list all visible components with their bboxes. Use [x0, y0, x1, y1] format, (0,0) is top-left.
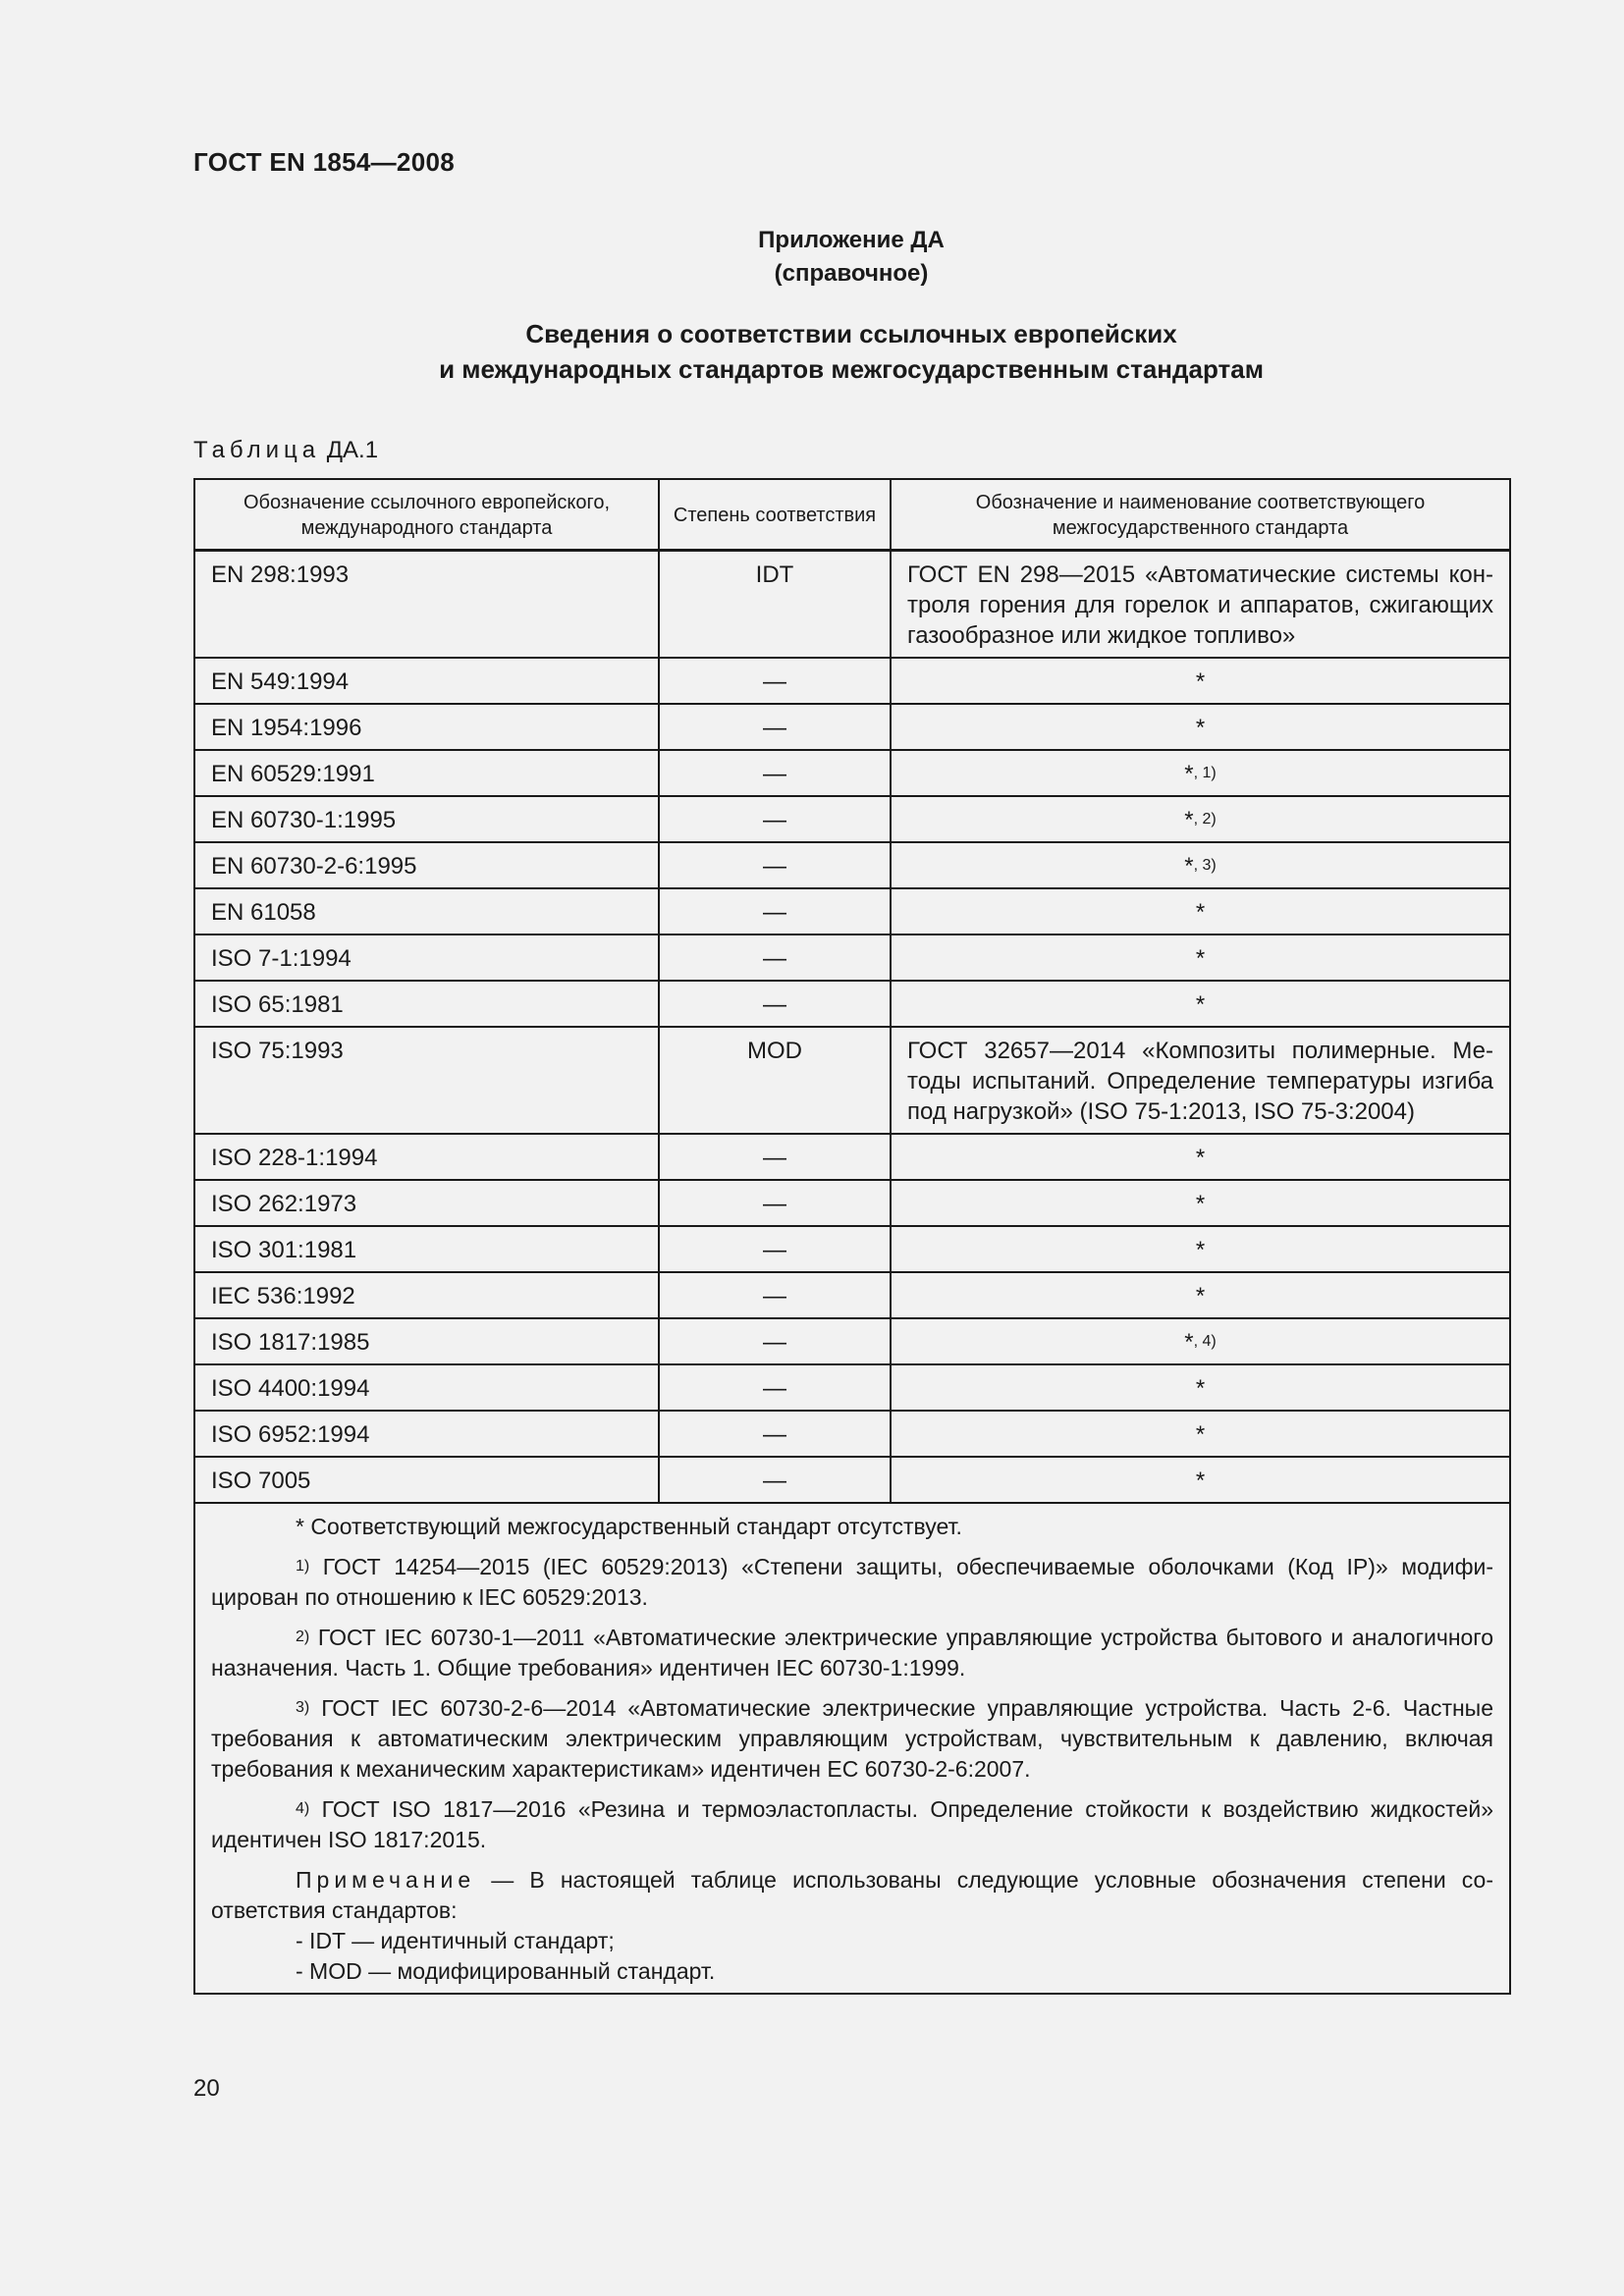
reference-cell: ISO 7005: [194, 1457, 659, 1503]
footnote-star: * Соответствующий межгосударственный стандарт отсутствует.: [296, 1514, 962, 1539]
gost-cell: *: [891, 934, 1510, 981]
degree-cell: —: [659, 1411, 891, 1457]
footnote-3-mark: 3): [296, 1699, 310, 1716]
table-row: [194, 704, 1510, 750]
degree-cell: —: [659, 750, 891, 796]
reference-cell: ISO 7-1:1994: [194, 934, 659, 981]
table-row: [194, 1411, 1510, 1457]
gost-cell: ГОСТ 32657—2014 «Композиты полимерные. Методы испытаний. Определение температуры изгиба под нагрузкой» (ISO 75-1:2013, ISO 75-3:2004): [891, 1027, 1510, 1134]
table-row: [194, 1226, 1510, 1272]
gost-cell: ГОСТ EN 298—2015 «Автоматические системы контроля горения для горелок и аппаратов, сжигающих газообразное или жидкое топливо»: [891, 551, 1510, 659]
degree-cell: —: [659, 704, 891, 750]
appendix-label: [0, 224, 1624, 291]
degree-cell: —: [659, 1272, 891, 1318]
table-caption: [193, 437, 378, 464]
table-row: [194, 934, 1510, 981]
gost-cell: *: [891, 1134, 1510, 1180]
reference-cell: ISO 65:1981: [194, 981, 659, 1027]
footnote-1: [211, 1552, 1493, 1613]
absent-mark: *: [1184, 807, 1194, 833]
gost-cell: [891, 750, 1510, 796]
degree-cell: —: [659, 981, 891, 1027]
gost-cell: *: [891, 1457, 1510, 1503]
degree-cell: —: [659, 888, 891, 934]
gost-cell: *: [891, 888, 1510, 934]
table-caption-word: Таблица: [193, 437, 321, 463]
table-caption-number: ДА.1: [326, 437, 379, 463]
footnote-2-text: ГОСТ IEC 60730-1—2011 «Автоматические электрические управляющие устройства бытового и аналогичного назначения. Часть 1. Общие требования» идентичен IEC 60730-1:1999.: [211, 1625, 1493, 1681]
reference-cell: EN 298:1993: [194, 551, 659, 659]
gost-cell: *: [891, 658, 1510, 704]
reference-cell: ISO 4400:1994: [194, 1364, 659, 1411]
table-note: [211, 1865, 1493, 1926]
reference-cell: ISO 262:1973: [194, 1180, 659, 1226]
gost-cell: *: [891, 704, 1510, 750]
table-row: [194, 1318, 1510, 1364]
footnote-1-mark: 1): [296, 1558, 310, 1575]
footnote-ref: , 4): [1193, 1333, 1217, 1350]
gost-cell: [891, 796, 1510, 842]
degree-cell: —: [659, 1364, 891, 1411]
document-code: ГОСТ EN 1854—2008: [193, 147, 455, 177]
heading-line-2: и международных стандартов межгосударственным стандартам: [439, 354, 1264, 384]
heading-line-1: Сведения о соответствии ссылочных европейских: [525, 319, 1177, 348]
degree-cell: IDT: [659, 551, 891, 659]
table-row: [194, 1134, 1510, 1180]
column-header-degree: Степень соответствия: [659, 479, 891, 551]
degree-cell: —: [659, 1226, 891, 1272]
column-header-reference: Обозначение ссылочного европейского, международного стандарта: [194, 479, 659, 551]
appendix-subtitle: (справочное): [774, 260, 929, 287]
footnote-ref: , 1): [1193, 765, 1217, 781]
degree-cell: —: [659, 658, 891, 704]
footnote-ref: , 2): [1193, 811, 1217, 828]
degree-cell: —: [659, 1134, 891, 1180]
degree-cell: —: [659, 934, 891, 981]
degree-cell: —: [659, 1318, 891, 1364]
standards-table: [193, 478, 1511, 1995]
degree-cell: —: [659, 796, 891, 842]
section-heading: [0, 316, 1624, 387]
footnote-ref: , 3): [1193, 857, 1217, 874]
table-row: [194, 981, 1510, 1027]
gost-cell: *: [891, 1226, 1510, 1272]
table-row: [194, 1364, 1510, 1411]
reference-cell: ISO 228-1:1994: [194, 1134, 659, 1180]
absent-mark: *: [1184, 761, 1194, 787]
note-label: Примечание: [296, 1867, 476, 1893]
reference-cell: ISO 301:1981: [194, 1226, 659, 1272]
gost-cell: *: [891, 981, 1510, 1027]
degree-cell: —: [659, 842, 891, 888]
reference-cell: EN 1954:1996: [194, 704, 659, 750]
note-item-idt: - IDT — идентичный стандарт;: [296, 1928, 615, 1953]
degree-cell: MOD: [659, 1027, 891, 1134]
footnote-4: [211, 1794, 1493, 1855]
note-item-mod: - MOD — модифицированный стандарт.: [296, 1958, 716, 1984]
column-header-gost: Обозначение и наименование соответствующего межгосударственного стандарта: [891, 479, 1510, 551]
absent-mark: *: [1184, 853, 1194, 880]
table-row: [194, 1457, 1510, 1503]
footnote-2-mark: 2): [296, 1629, 310, 1645]
reference-cell: EN 61058: [194, 888, 659, 934]
reference-cell: EN 60730-2-6:1995: [194, 842, 659, 888]
footnote-4-text: ГОСТ ISO 1817—2016 «Резина и термоэластопласты. Определение стойкости к воздействию жидкостей» идентичен ISO 1817:2015.: [211, 1796, 1493, 1852]
page-number: 20: [193, 2075, 220, 2102]
footnote-3: [211, 1693, 1493, 1785]
reference-cell: EN 549:1994: [194, 658, 659, 704]
footnote-2: [211, 1623, 1493, 1683]
degree-cell: —: [659, 1180, 891, 1226]
absent-mark: *: [1184, 1329, 1194, 1356]
table-row: [194, 888, 1510, 934]
reference-cell: ISO 75:1993: [194, 1027, 659, 1134]
gost-cell: *: [891, 1272, 1510, 1318]
degree-cell: —: [659, 1457, 891, 1503]
table-row: [194, 1027, 1510, 1134]
footnote-3-text: ГОСТ IEC 60730-2-6—2014 «Автоматические электрические управляющие устройства. Часть 2-6. Частные требования к автоматическим электрическим управляющим устройствам, чувствительным к давлению, включая требования к механическим характеристикам» идентичен ЕС 60730-2-6:2007.: [211, 1695, 1494, 1782]
gost-cell: [891, 1318, 1510, 1364]
gost-cell: *: [891, 1364, 1510, 1411]
gost-cell: *: [891, 1180, 1510, 1226]
gost-cell: [891, 842, 1510, 888]
reference-cell: ISO 1817:1985: [194, 1318, 659, 1364]
footnotes-row: [194, 1503, 1510, 1994]
footnotes-cell: [194, 1503, 1510, 1994]
reference-cell: EN 60529:1991: [194, 750, 659, 796]
table-row: [194, 1272, 1510, 1318]
reference-cell: EN 60730-1:1995: [194, 796, 659, 842]
footnote-1-text: ГОСТ 14254—2015 (IEC 60529:2013) «Степени защиты, обеспечиваемые оболочками (Код IP)» модифицирован по отношению к IEC 60529:2013.: [211, 1554, 1494, 1610]
reference-cell: ISO 6952:1994: [194, 1411, 659, 1457]
table-header-row: [194, 479, 1510, 551]
reference-cell: IEC 536:1992: [194, 1272, 659, 1318]
table-body: [194, 551, 1510, 1995]
note-text: — В настоящей таблице использованы следующие условные обозначения степени соответствия стандартов:: [211, 1867, 1494, 1923]
table-row: [194, 658, 1510, 704]
table-row: [194, 750, 1510, 796]
gost-cell: *: [891, 1411, 1510, 1457]
footnote-4-mark: 4): [296, 1800, 310, 1817]
table-row: [194, 551, 1510, 659]
table-row: [194, 1180, 1510, 1226]
table-row: [194, 842, 1510, 888]
appendix-title: Приложение ДА: [758, 227, 945, 253]
table-row: [194, 796, 1510, 842]
